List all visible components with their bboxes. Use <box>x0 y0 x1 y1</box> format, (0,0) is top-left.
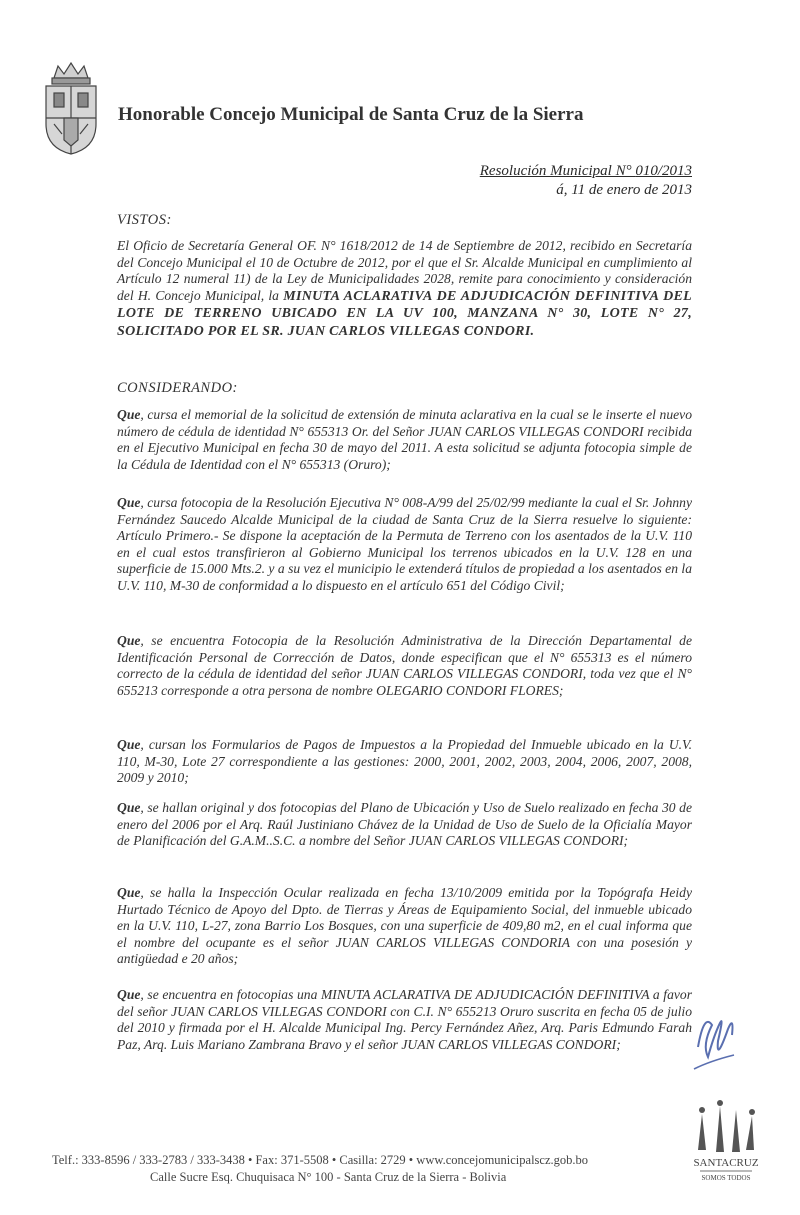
resolution-label: Resolución Municipal N° <box>479 163 636 179</box>
paragraph-text: , se encuentra Fotocopia de la Resolución Administrativa de la Dirección Departamental de Identificación Personal de Corrección de Datos, donde especifican que el N° 655313 es el número correcto de la cédula de identidad del señor JUAN CARLOS VILLEGAS CONDORI, toda vez que el N° 655213 corresponde a otra persona de nombre OLEGARIO CONDORI FLORES; <box>117 633 692 698</box>
considerando-paragraph-1 <box>117 407 692 473</box>
considerando-paragraph-4 <box>117 737 692 787</box>
paragraph-text: , se hallan original y dos fotocopias del Plano de Ubicación y Uso de Suelo realizado en fecha 30 de enero del 2006 por el Arq. Raúl Justiniano Chávez de la Unidad de Uso de Suelo de la Oficialía Mayor de Planificación del G.A.M..S.C. a nombre del Señor JUAN CARLOS VILLEGAS CONDORI; <box>117 800 692 849</box>
considerando-paragraph-6 <box>117 885 692 968</box>
vistos-heading: VISTOS: <box>117 212 172 228</box>
logo-tagline: SOMOS TODOS <box>701 1174 751 1182</box>
que-label: Que <box>117 885 141 900</box>
que-label: Que <box>117 633 141 648</box>
que-label: Que <box>117 737 141 752</box>
paragraph-text: , cursan los Formularios de Pagos de Impuestos a la Propiedad del Inmueble ubicado en la U.V. 110, M-30, Lote 27 correspondiente a las gestiones: 2000, 2001, 2002, 2003, 2004, 2006, 2007, 2008, 2009 y 2010; <box>117 737 692 786</box>
considerando-heading: CONSIDERANDO: <box>117 380 238 396</box>
considerando-paragraph-7 <box>117 987 692 1053</box>
signature-icon <box>690 1005 740 1075</box>
resolution-date: á, 11 de enero de 2013 <box>556 182 692 198</box>
que-label: Que <box>117 800 141 815</box>
considerando-paragraph-5 <box>117 800 692 850</box>
paragraph-text: , cursa fotocopia de la Resolución Ejecutiva N° 008-A/99 del 25/02/99 mediante la cual el Sr. Johnny Fernández Saucedo Alcalde Municipal de la ciudad de Santa Cruz de la Sierra resuelve lo siguiente: Artículo Primero.- Se dispone la aceptación de la Permuta de Terreno con los asentados de la U.V. 110 en el cual estos transfirieron al Gobierno Municipal los terrenos ubicados en la U.V. 128 en una superficie de 15.000 Mts.2. y a su vez el municipio le extenderá títulos de propiedad a los asentados en la U.V. 110, M-30 de conformidad a lo dispuesto en el artículo 651 del Código Civil; <box>117 495 692 593</box>
resolution-number <box>480 163 692 180</box>
footer-address: Calle Sucre Esq. Chuquisaca N° 100 - Santa Cruz de la Sierra - Bolivia <box>150 1170 507 1184</box>
paragraph-text: , cursa el memorial de la solicitud de extensión de minuta aclarativa en la cual se le inserte el nuevo número de cédula de identidad N° 655313 Or. del Señor JUAN CARLOS VILLEGAS CONDORI recibida en el Ejecutivo Municipal en fecha 30 de mayo del 2011. A esta solicitud se adjunta fotocopia simple de la Cédula de Identidad con el N° 655313 (Oruro); <box>117 407 692 472</box>
paragraph-text: , se halla la Inspección Ocular realizada en fecha 13/10/2009 emitida por la Topógrafa Heidy Hurtado Técnico de Apoyo del Dpto. de Tierras y Áreas de Equipamiento Social, del inmueble ubicado en la U.V. 110, L-27, zona Barrio Los Bosques, con una superficie de 409,80 m2, en el cual informa que el nombre del ocupante es el señor JUAN CARLOS VILLEGAS CONDORIA con una posesión y antigüedad e 20 años; <box>117 885 692 967</box>
que-label: Que <box>117 407 141 422</box>
footer-contact: Telf.: 333-8596 / 333-2783 / 333-3438 • Fax: 371-5508 • Casilla: 2729 • www.concejomunicipalscz.gob.bo <box>52 1153 589 1167</box>
resolution-number-value: 010/2013 <box>635 163 692 179</box>
considerando-paragraph-2 <box>117 495 692 595</box>
organization-title: Honorable Concejo Municipal de Santa Cruz de la Sierra <box>118 104 584 125</box>
coat-of-arms-icon <box>40 60 102 156</box>
logo-name: SANTACRUZ <box>693 1157 759 1169</box>
vistos-paragraph <box>117 238 692 341</box>
vistos-subject: MINUTA ACLARATIVA DE ADJUDICACIÓN DEFINITIVA DEL LOTE DE TERRENO UBICADO EN LA UV 100, MANZANA N° 30, LOTE N° 27, SOLICITADO POR EL SR. JUAN CARLOS VILLEGAS CONDORI. <box>117 288 692 339</box>
que-label: Que <box>117 495 141 510</box>
vistos-text: El Oficio de Secretaría General OF. N° 1618/2012 de 14 de Septiembre de 2012, recibido en Secretaría del Concejo Municipal el 10 de Octubre de 2012, por el que el Sr. Alcalde Municipal en cumplimiento al Artículo 12 numeral 11) de la Ley de Municipalidades 2028, remite para conocimiento y consideración del H. Concejo Municipal, la <box>117 238 692 303</box>
paragraph-text: , se encuentra en fotocopias una MINUTA ACLARATIVA DE ADJUDICACIÓN DEFINITIVA a favor del señor JUAN CARLOS VILLEGAS CONDORI con C.I. N° 655213 Oruro suscrita en fecha 05 de julio del 2010 y firmada por el H. Alcalde Municipal Ing. Percy Fernández Añez, Arq. Paris Edmundo Farah Paz, Arq. Luis Mariano Zambrana Bravo y el señor JUAN CARLOS VILLEGAS CONDORI; <box>117 987 692 1052</box>
santa-cruz-logo-icon <box>686 1100 766 1185</box>
que-label: Que <box>117 987 141 1002</box>
considerando-paragraph-3 <box>117 633 692 699</box>
